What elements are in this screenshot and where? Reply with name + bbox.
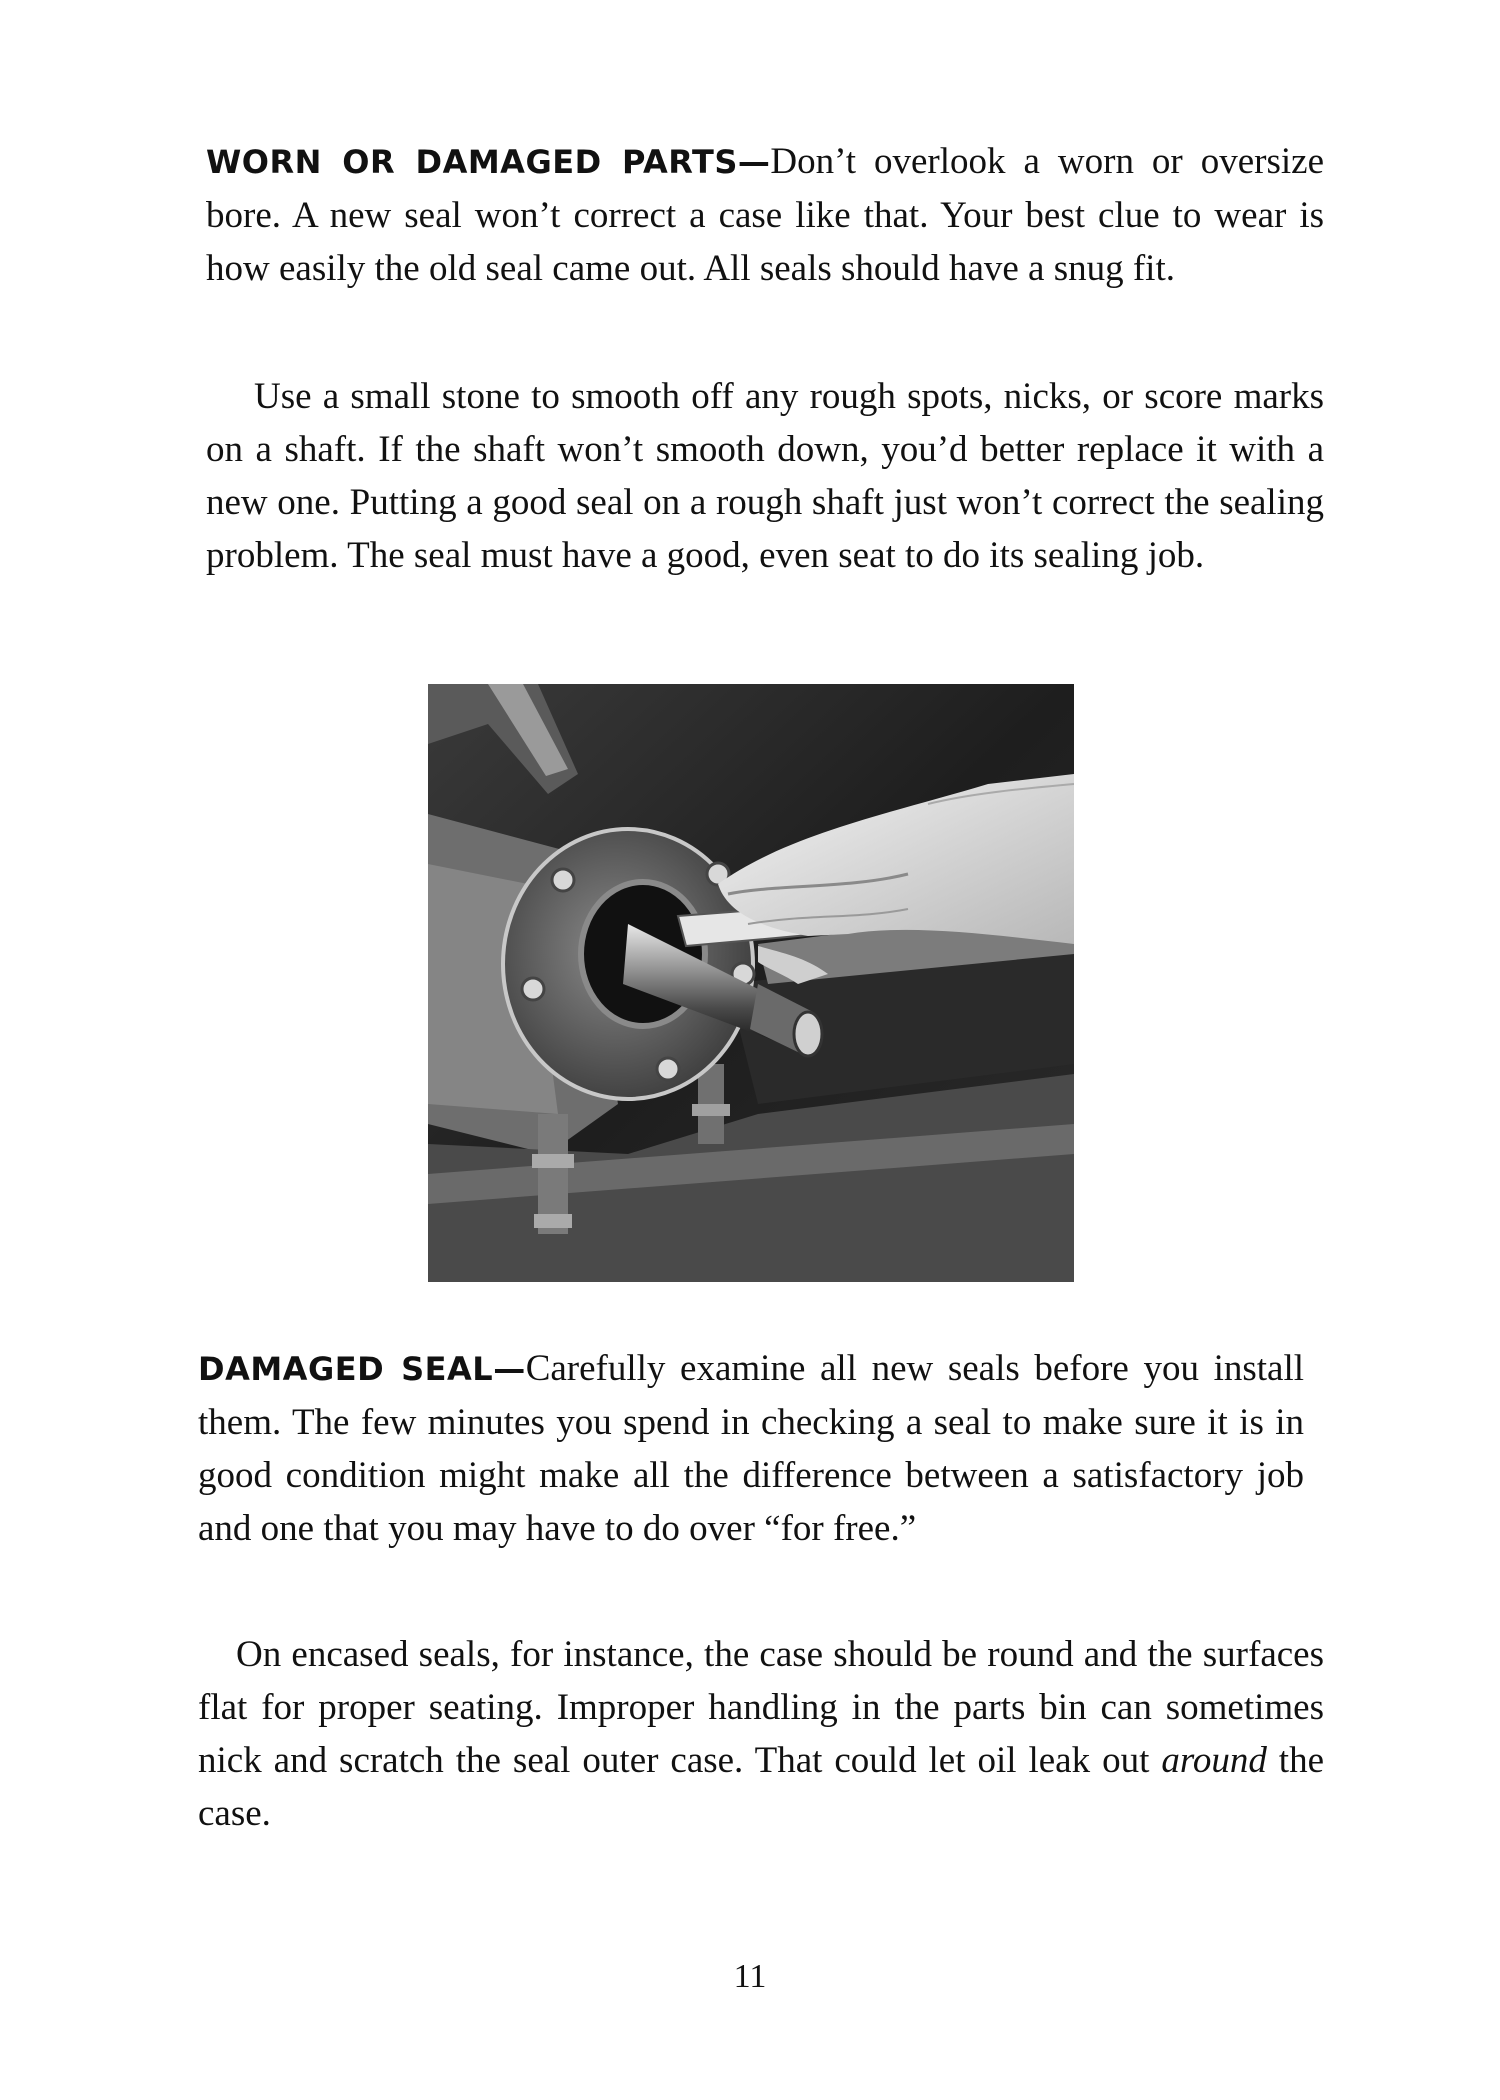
- paragraph-damaged-seal: [198, 1342, 1304, 1555]
- paragraph-lead-heading: DAMAGED SEAL—: [198, 1350, 526, 1388]
- page-number: 11: [733, 1958, 767, 1995]
- shaft-polishing-photo: [428, 684, 1074, 1282]
- paragraph-body-text: Don’t overlook a worn or oversize bore. A new seal won’t correct a case like that. Your best clue to wear is how easily the old seal came out. All seals should have a snug fit.: [206, 141, 1325, 289]
- emphasis-word: around: [1161, 1740, 1267, 1781]
- paragraph-worn-damaged-parts: [206, 135, 1324, 295]
- paragraph-lead-heading: WORN OR DAMAGED PARTS—: [206, 143, 771, 181]
- paragraph-body-text: Use a small stone to smooth off any rough spots, nicks, or score marks on a shaft. If the shaft won’t smooth down, you’d better replace it with a new one. Putting a good seal on a rough shaft just won’t correct the sealing problem. The seal must have a good, even seat to do its sealing job.: [206, 376, 1324, 576]
- paragraph-body-text-end: the case.: [198, 1740, 1325, 1834]
- paragraph-encased-seals: [198, 1628, 1324, 1840]
- paragraph-body-text: On encased seals, for instance, the case should be round and the surfaces flat for proper seating. Improper handling in the parts bin can sometimes nick and scratch the seal outer case. That could let oil leak out: [198, 1634, 1324, 1781]
- paragraph-body-text: Carefully examine all new seals before you install them. The few minutes you spend in checking a seal to make sure it is in good condition might make all the difference between a satisfactory job and one that you may have to do over “for free.”: [198, 1348, 1305, 1549]
- paragraph-smooth-shaft: [206, 370, 1324, 582]
